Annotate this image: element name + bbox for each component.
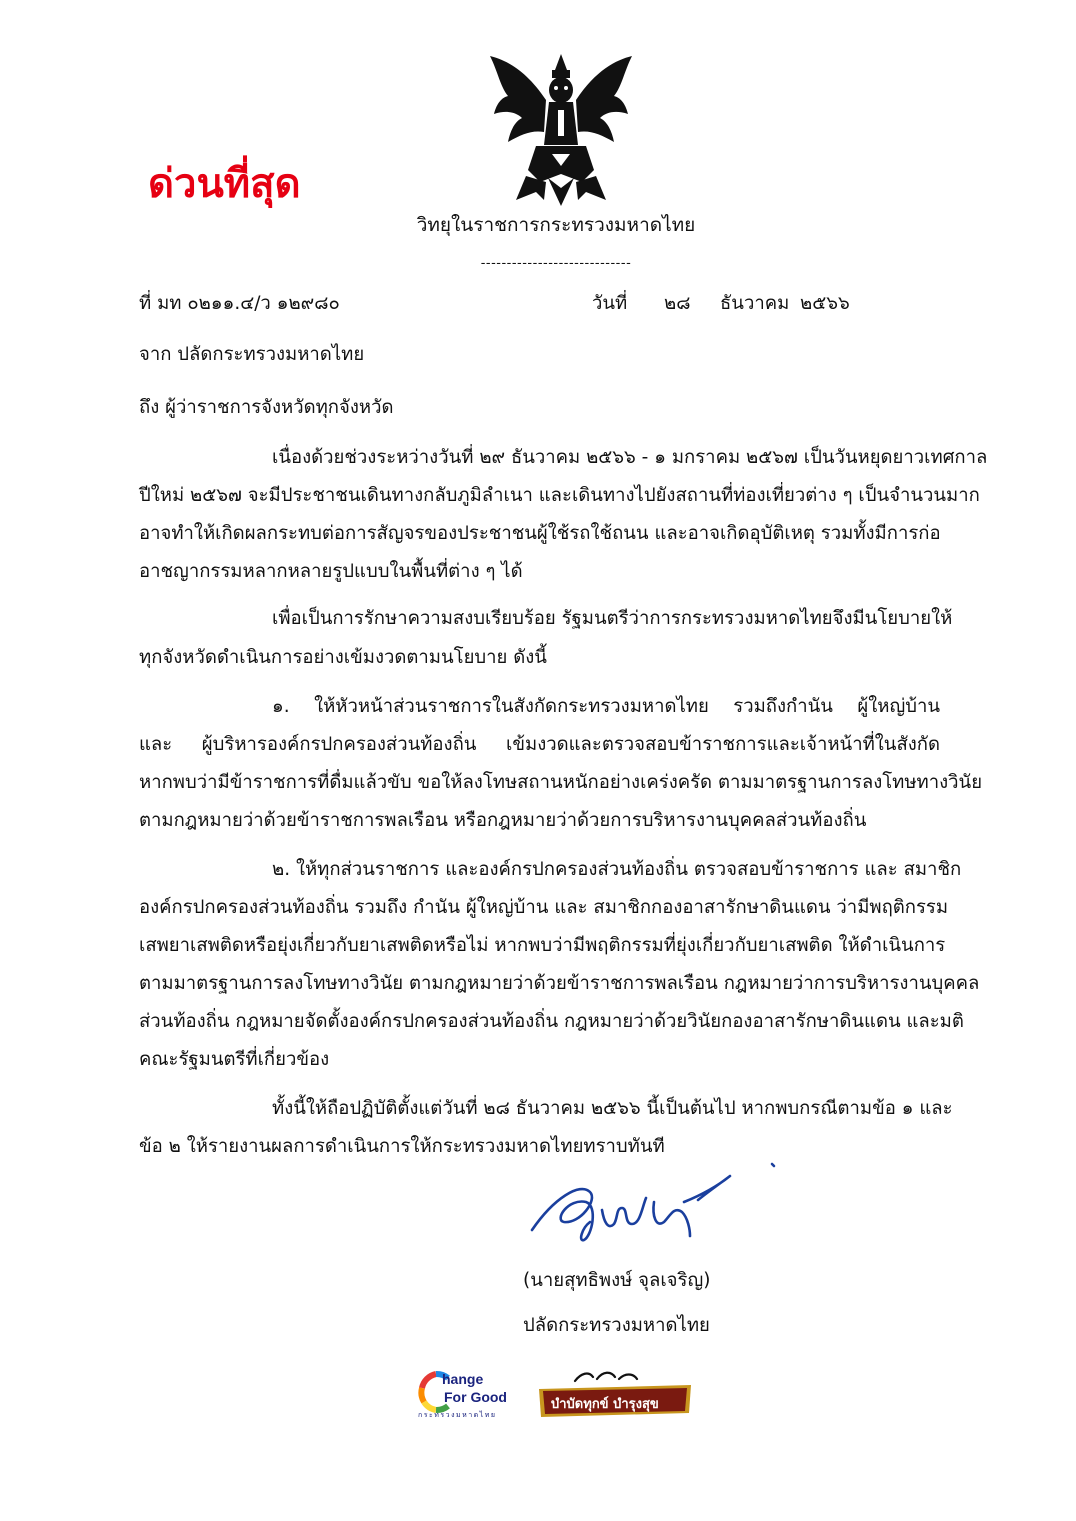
paragraph-5-line: ทั้งนี้ให้ถือปฏิบัติตั้งแต่วันที่ ๒๘ ธันวาคม ๒๕๖๖ นี้เป็นต้นไป หากพบกรณีตามข้อ ๑ และ xyxy=(272,1098,953,1119)
campaign-banner-text: บำบัดทุกข์ บำรุงสุข xyxy=(551,1397,659,1412)
campaign-logo xyxy=(535,1367,695,1422)
paragraph-1-line: ปีใหม่ ๒๕๖๗ จะมีประชาชนเดินทางกลับภูมิลำเนา และเดินทางไปยังสถานที่ท่องเที่ยวต่าง ๆ เป็นจำนวนมาก xyxy=(139,485,980,506)
urgency-label: ด่วนที่สุด xyxy=(148,161,301,207)
paragraph-3-line: ๑. ให้หัวหน้าส่วนราชการในสังกัดกระทรวงมหาดไทย รวมถึงกำนัน ผู้ใหญ่บ้าน xyxy=(272,696,940,717)
signer-name: (นายสุทธิพงษ์ จุลเจริญ) xyxy=(523,1270,711,1291)
from-line: จาก ปลัดกระทรวงมหาดไทย xyxy=(139,344,365,365)
change-for-good-logo xyxy=(414,1368,530,1420)
paragraph-3-line: ตามกฎหมายว่าด้วยข้าราชการพลเรือน หรือกฎหมายว่าด้วยการบริหารงานบุคคลส่วนท้องถิ่น xyxy=(139,810,867,831)
paragraph-4-line: ส่วนท้องถิ่น กฎหมายจัดตั้งองค์กรปกครองส่วนท้องถิ่น กฎหมายว่าด้วยวินัยกองอาสารักษาดินแดน และมติ xyxy=(139,1011,964,1032)
date-month: ธันวาคม xyxy=(720,293,790,314)
garuda-emblem xyxy=(486,50,636,208)
logo-text-for-good: For Good xyxy=(444,1389,507,1405)
handwritten-signature xyxy=(524,1158,784,1258)
date-label: วันที่ xyxy=(592,293,628,314)
paragraph-5-line: ข้อ ๒ ให้รายงานผลการดำเนินการให้กระทรวงมหาดไทยทราบทันที xyxy=(139,1136,665,1157)
logo-text-hange: hange xyxy=(442,1371,484,1387)
paragraph-1-line: อาจทำให้เกิดผลกระทบต่อการสัญจรของประชาชนผู้ใช้รถใช้ถนน และอาจเกิดอุบัติเหตุ รวมทั้งมีการก่อ xyxy=(139,523,941,544)
logo-text-ministry: กระทรวงมหาดไทย xyxy=(418,1411,497,1419)
paragraph-4-line: เสพยาเสพติดหรือยุ่งเกี่ยวกับยาเสพติดหรือไม่ หากพบว่ามีพฤติกรรมที่ยุ่งเกี่ยวกับยาเสพติด ให้ดำเนินการ xyxy=(139,935,946,956)
paragraph-3-line: และ ผู้บริหารองค์กรปกครองส่วนท้องถิ่น เข้มงวดและตรวจสอบข้าราชการและเจ้าหน้าที่ในสังกัด xyxy=(139,734,940,755)
date-day: ๒๘ xyxy=(664,293,691,314)
to-line: ถึง ผู้ว่าราชการจังหวัดทุกจังหวัด xyxy=(139,397,394,418)
paragraph-4-line: องค์กรปกครองส่วนท้องถิ่น รวมถึง กำนัน ผู้ใหญ่บ้าน และ สมาชิกกองอาสารักษาดินแดน ว่ามีพฤติกรรม xyxy=(139,897,949,918)
header-divider: ----------------------------- xyxy=(480,256,632,271)
reference-number: ที่ มท ๐๒๑๑.๔/ว ๑๒๙๘๐ xyxy=(139,293,340,314)
paragraph-1-line: เนื่องด้วยช่วงระหว่างวันที่ ๒๙ ธันวาคม ๒๕๖๖ - ๑ มกราคม ๒๕๖๗ เป็นวันหยุดยาวเทศกาล xyxy=(272,447,988,468)
paragraph-2-line: เพื่อเป็นการรักษาความสงบเรียบร้อย รัฐมนตรีว่าการกระทรวงมหาดไทยจึงมีนโยบายให้ xyxy=(272,608,953,629)
paragraph-4-line: ตามมาตรฐานการลงโทษทางวินัย ตามกฎหมายว่าด้วยข้าราชการพลเรือน กฎหมายว่าการบริหารงานบุคคล xyxy=(139,973,980,994)
date-year: ๒๕๖๖ xyxy=(800,293,850,314)
paragraph-4-line: ๒. ให้ทุกส่วนราชการ และองค์กรปกครองส่วนท้องถิ่น ตรวจสอบข้าราชการ และ สมาชิก xyxy=(272,859,962,880)
signer-position: ปลัดกระทรวงมหาดไทย xyxy=(523,1315,710,1336)
header-title: วิทยุในราชการกระทรวงมหาดไทย xyxy=(416,214,696,236)
paragraph-3-line: หากพบว่ามีข้าราชการที่ดื่มแล้วขับ ขอให้ลงโทษสถานหนักอย่างเคร่งครัด ตามมาตรฐานการลงโทษทางวินัย xyxy=(139,772,983,793)
paragraph-2-line: ทุกจังหวัดดำเนินการอย่างเข้มงวดตามนโยบาย ดังนี้ xyxy=(139,647,547,668)
paragraph-4-line: คณะรัฐมนตรีที่เกี่ยวข้อง xyxy=(139,1049,330,1070)
paragraph-1-line: อาชญากรรมหลากหลายรูปแบบในพื้นที่ต่าง ๆ ได้ xyxy=(139,561,523,582)
